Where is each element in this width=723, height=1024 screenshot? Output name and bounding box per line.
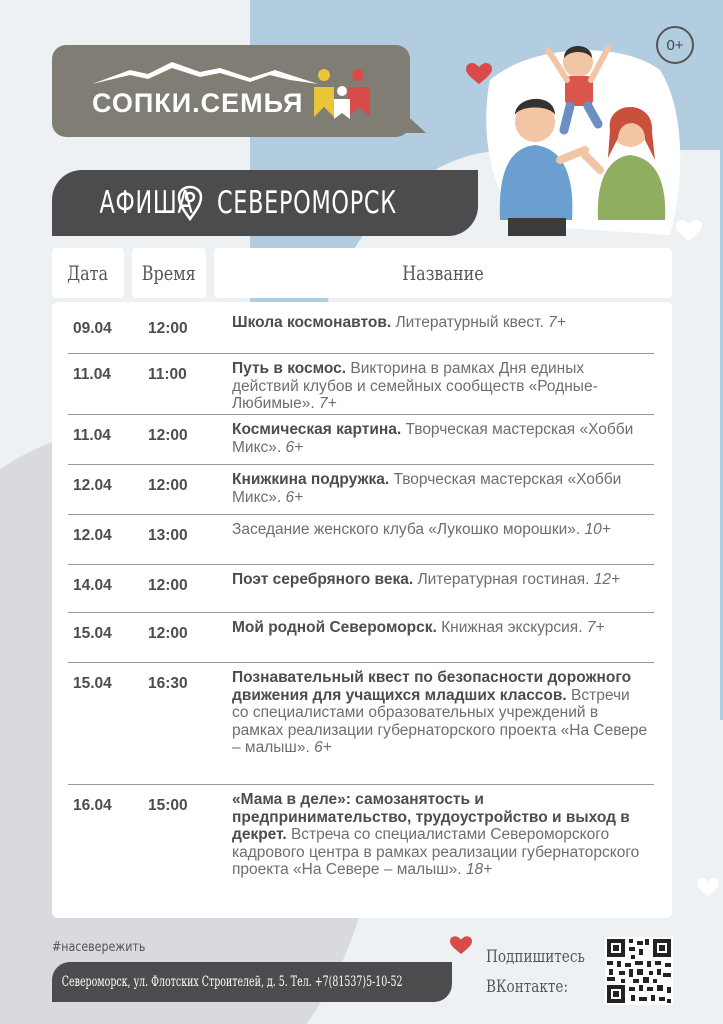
subscribe-line-1: Подпишитесь [486, 947, 585, 967]
event-title: Космическая картина. [232, 421, 402, 438]
table-row [68, 663, 654, 785]
event-age: 6+ [314, 739, 332, 756]
logo-text: СОПКИ.СЕМЬЯ [92, 88, 304, 118]
event-description: Творческая мастерская «Хобби Микс». [232, 421, 634, 456]
event-time: 12:00 [148, 625, 188, 642]
event-age: 7+ [548, 314, 566, 331]
event-age: 7+ [319, 395, 337, 412]
heart-icon [697, 878, 719, 897]
event-date: 12.04 [73, 527, 112, 544]
event-time: 12:00 [148, 577, 188, 594]
event-description: Литературная гостиная. [417, 571, 590, 588]
city-name: СЕВЕРОМОРСК [217, 185, 398, 221]
event-date: 11.04 [73, 427, 111, 444]
table-row [68, 565, 654, 613]
event-name [232, 571, 650, 589]
event-description: Викторина в рамках Дня единых действий клубов и семейных сообществ «Родные-Любимые». [232, 360, 598, 412]
event-title: Познавательный квест по безопасности дорожного движения для учащихся младших классов. [232, 669, 632, 704]
event-title: Школа космонавтов. [232, 314, 392, 331]
event-time: 16:30 [148, 675, 188, 692]
event-date: 14.04 [73, 577, 112, 594]
subscribe-line-2: ВКонтакте: [486, 977, 569, 997]
event-date: 11.04 [73, 366, 111, 383]
event-name [232, 421, 650, 456]
table-row [68, 515, 654, 565]
event-age: 12+ [593, 571, 621, 588]
subscribe-text [486, 942, 610, 1002]
event-description: Встреча со специалистами Североморского кадрового центра в рамках реализации губернаторского проекта «На Севере – малыш». [232, 826, 640, 878]
event-description: Заседание женского клуба «Лукошко морошки». [232, 521, 581, 538]
event-title: Книжкина подружка. [232, 471, 390, 488]
event-title: Поэт серебряного века. [232, 571, 414, 588]
column-header-name: Название [214, 248, 672, 298]
table-row [68, 613, 654, 663]
event-date: 12.04 [73, 477, 112, 494]
event-time: 12:00 [148, 320, 188, 337]
event-name [232, 521, 650, 539]
event-title: «Мама в деле»: самозанятость и предпринимательство, трудоустройство и выход в декрет. [232, 791, 630, 843]
event-time: 11:00 [148, 366, 187, 383]
event-age: 10+ [584, 521, 611, 538]
age-rating-badge: 0+ [656, 26, 694, 64]
event-name [232, 314, 650, 332]
table-row [68, 354, 654, 415]
table-row [68, 308, 654, 354]
event-name [232, 471, 650, 506]
family-logo-icon [312, 67, 374, 121]
logo-bubble-tail [396, 105, 426, 133]
event-age: 6+ [285, 488, 304, 506]
table-row [68, 465, 654, 515]
mountain-icon [90, 60, 320, 86]
event-description: Книжная экскурсия. [441, 619, 583, 636]
qr-code[interactable] [605, 937, 673, 1005]
family-illustration [460, 20, 690, 245]
heart-icon [466, 63, 492, 85]
event-date: 15.04 [73, 675, 112, 692]
events-table [52, 302, 672, 918]
heart-icon [450, 936, 472, 955]
event-date: 09.04 [73, 320, 112, 337]
event-time: 13:00 [148, 527, 188, 544]
event-title: Мой родной Североморск. [232, 619, 437, 636]
afisha-header [52, 170, 478, 236]
hashtag: #насевережить [52, 940, 146, 955]
event-age: 18+ [465, 861, 493, 878]
event-description: Встречи со специалистами образовательных учреждений в рамках реализации губернаторского проекта «На Севере – малыш». [232, 686, 648, 756]
address-bar [52, 962, 452, 1002]
event-name [232, 791, 650, 879]
event-time: 15:00 [148, 797, 188, 814]
event-date: 16.04 [73, 797, 112, 814]
event-name [232, 669, 650, 757]
address-text: Североморск, ул. Флотских Строителей, д. 5. Тел. +7(81537)5-10-52 [61, 974, 403, 990]
table-row [68, 415, 654, 465]
afisha-title: АФИША [99, 185, 194, 221]
column-header-date: Дата [52, 248, 124, 298]
event-age: 6+ [285, 438, 304, 456]
event-name [232, 360, 650, 413]
column-header-time: Время [132, 248, 206, 298]
event-time: 12:00 [148, 477, 188, 494]
event-name [232, 619, 650, 637]
event-age: 7+ [586, 619, 605, 636]
heart-icon [676, 220, 702, 242]
event-description: Творческая мастерская «Хобби Микс». [232, 471, 622, 506]
event-title: Путь в космос. [232, 360, 347, 377]
table-row [68, 785, 654, 912]
event-description: Литературный квест. [395, 314, 544, 331]
event-time: 12:00 [148, 427, 188, 444]
event-date: 15.04 [73, 625, 112, 642]
